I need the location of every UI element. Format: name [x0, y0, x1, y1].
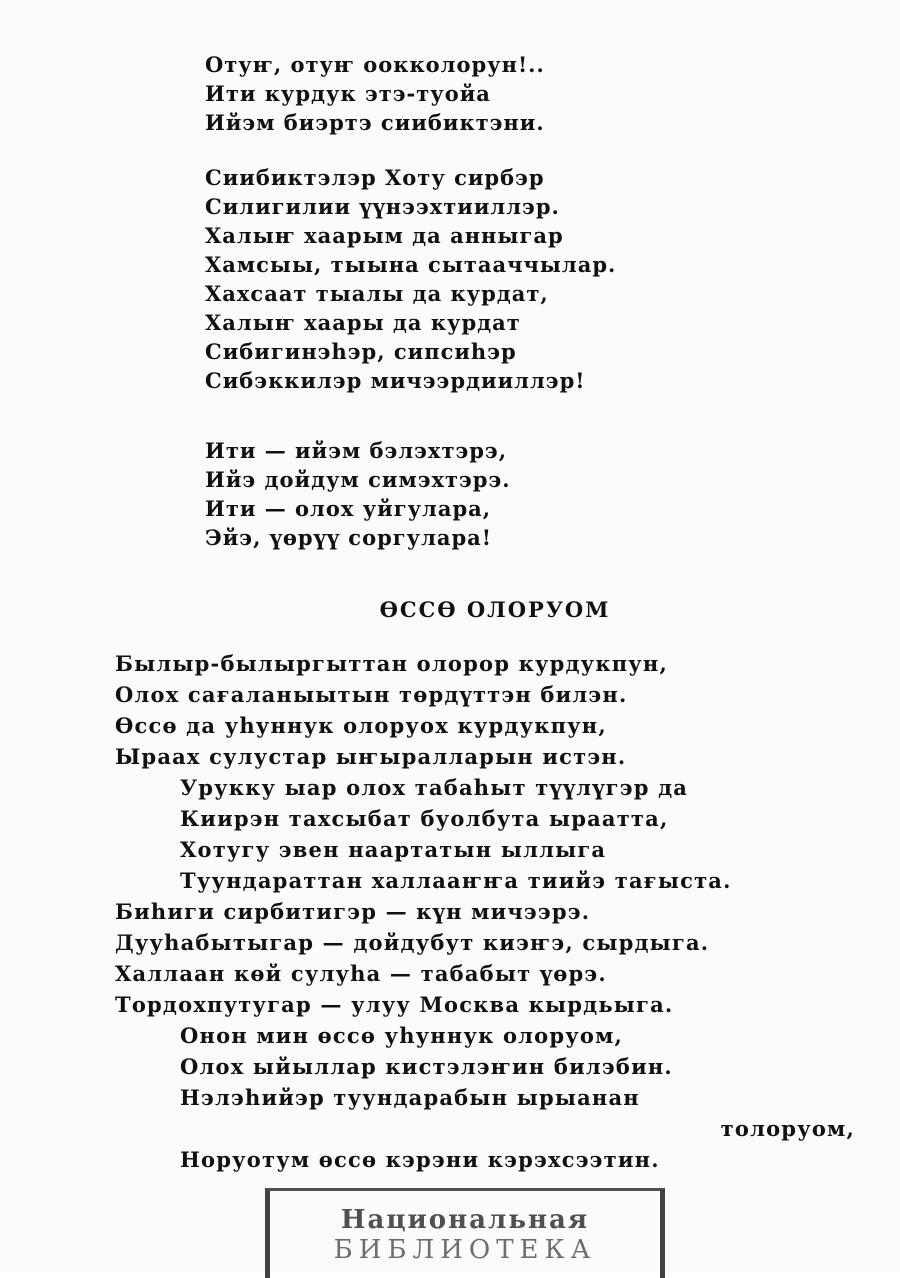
poem-line: Ийэм биэртэ сиибиктэни. [205, 110, 545, 135]
poem-line: Нэлэһийэр туундарабын ырыанан [180, 1085, 640, 1110]
stamp-line-1: Национальная [340, 1205, 590, 1235]
poem-line: Эйэ, үөрүү соргулара! [205, 525, 493, 550]
poem-line: Ийэ дойдум симэхтэрэ. [205, 467, 511, 492]
poem-line: Былыр-былыргыттан олорор курдукпун, [115, 651, 668, 676]
poem-line: Сиибиктэлэр Хоту сирбэр [205, 165, 545, 190]
poem-line: Өссө да уһуннук олоруох курдукпун, [115, 713, 607, 738]
poem-line: Ити курдук этэ-туойа [205, 81, 491, 106]
poem-line: Дууһабытыгар — дойдубут киэҥэ, сырдыга. [115, 930, 710, 955]
poem-title: ӨССӨ ОЛОРУОМ [379, 597, 611, 622]
poem-line: Хамсыы, тыына сытааччылар. [205, 252, 617, 277]
poem-line: Ити — олох уйгулара, [205, 496, 492, 521]
poem-body [115, 648, 855, 1175]
poem-line: Олох сағаланыытын төрдүттэн билэн. [115, 682, 628, 707]
poem-line: Тордохпутугар — улуу Москва кырдьыга. [115, 992, 674, 1017]
poem-line: Олох ыйыллар кистэлэҥин билэбин. [180, 1054, 673, 1079]
stanza-1 [205, 50, 845, 137]
poem-line: Халыҥ хаары да курдат [205, 310, 521, 335]
poem-line: Онон мин өссө уһуннук олоруом, [180, 1023, 624, 1048]
poem-line: Сибигинэһэр, сипсиһэр [205, 339, 517, 364]
poem-line: Халлаан көй сулуһа — табабыт үөрэ. [115, 961, 607, 986]
poem-line: толоруом, [720, 1116, 855, 1141]
poem-line: Хахсаат тыалы да курдат, [205, 281, 549, 306]
poem-line: Силигилии үүнээхтииллэр. [205, 194, 560, 219]
poem-line: Ыраах сулустар ыҥыралларын истэн. [115, 744, 627, 769]
poem-line: Халыҥ хаарым да анныгар [205, 223, 564, 248]
poem-line: Ити — ийэм бэлэхтэрэ, [205, 438, 508, 463]
poem-line: Сибэккилэр мичээрдииллэр! [205, 368, 586, 393]
stamp-line-2: БИБЛИОТЕКА [333, 1235, 597, 1265]
stanza-3 [205, 436, 845, 552]
poem-line: Норуотум өссө кэрэни кэрэхсээтин. [180, 1147, 660, 1172]
poem-line: Биһиги сирбитигэр — күн мичээрэ. [115, 899, 591, 924]
stanza-2 [205, 163, 845, 395]
poem-line: Туундараттан халлааҥҥа тиийэ тағыста. [180, 868, 732, 893]
poem-line: Киирэн тахсыбат буолбута ыраатта, [180, 806, 669, 831]
poem-line: Урукку ыар олох табаһыт түүлүгэр да [180, 775, 689, 800]
poem-line: Отуҥ, отуҥ оокколорун!.. [205, 52, 545, 77]
poem-line: Хотугу эвен наартатын ыллыга [180, 837, 607, 862]
library-stamp [265, 1188, 665, 1278]
